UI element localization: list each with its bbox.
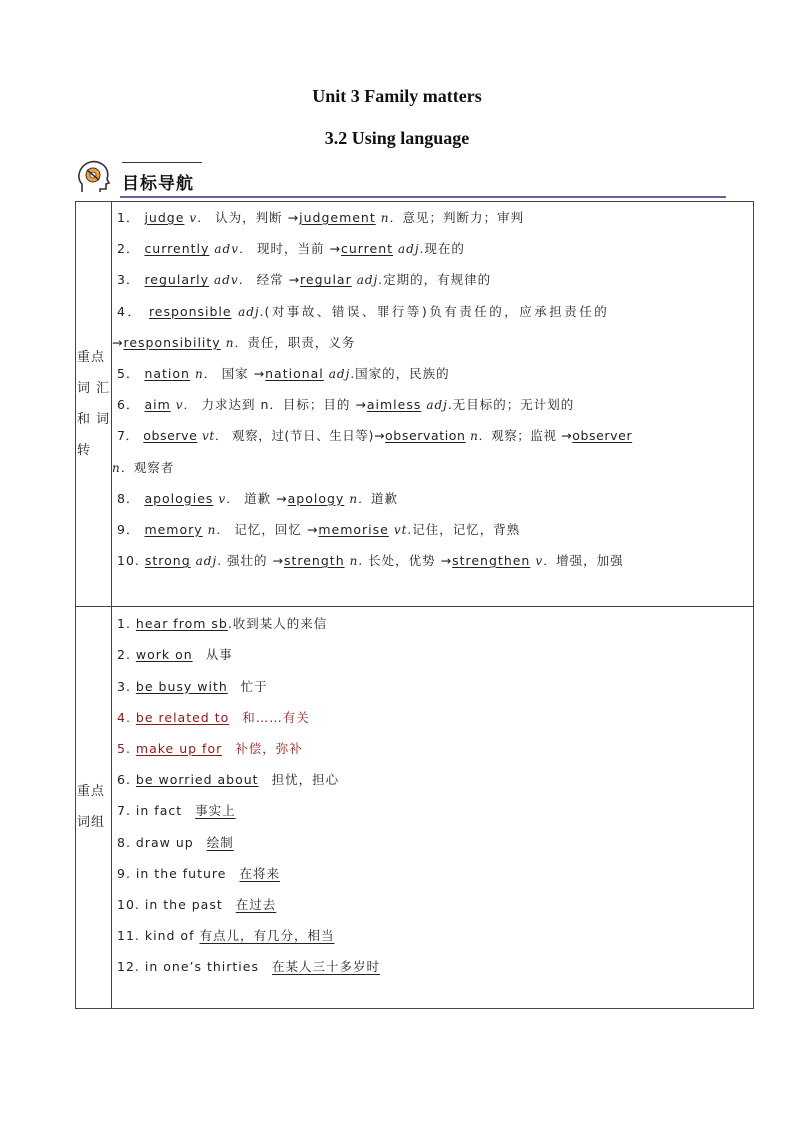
derived-word: current <box>340 241 394 257</box>
definition: 认为，判断 → <box>215 210 300 225</box>
category-cell-phrases <box>76 607 112 1008</box>
item-number: 3． <box>117 272 140 288</box>
phrase: in fact <box>135 803 183 819</box>
derived-word: national <box>265 365 324 381</box>
definition: (对事故、错误、罪行等)负有责任的，应承担责任的 <box>264 303 610 319</box>
part-of-speech: n． <box>349 491 372 506</box>
phrase: work on <box>135 647 193 663</box>
definition: 定期的，有规律的 <box>383 272 492 288</box>
part-of-speech: vt． <box>202 429 228 444</box>
part-of-speech: n． <box>194 366 217 381</box>
phrase-item <box>117 608 753 639</box>
vocab-word: strong <box>144 553 191 569</box>
phrase: be worried about <box>135 772 259 788</box>
answer: 在某人三十多岁时 <box>271 959 380 975</box>
meaning: 从事 <box>205 647 233 663</box>
meaning: 补偿，弥补 <box>235 741 303 756</box>
item-number: 6． <box>117 397 140 413</box>
item-number: 5. <box>117 741 131 756</box>
part-of-speech: n． <box>380 211 403 225</box>
part-of-speech: v． <box>535 554 557 569</box>
derived-word: responsibility <box>123 334 221 350</box>
definition: 力求达到 n．目标；目的 → <box>201 397 367 413</box>
phrase: in one’s thirties <box>144 959 259 975</box>
item-number: 2． <box>117 241 140 257</box>
meaning: 担忧，担心 <box>271 772 340 788</box>
part-of-speech: adv． <box>213 273 252 288</box>
phrase-item <box>117 671 753 702</box>
part-of-speech: adj. <box>328 366 356 381</box>
meaning: .收到某人的来信 <box>227 616 328 632</box>
definition: 道歉 <box>371 490 399 506</box>
item-number: 1. <box>117 616 131 632</box>
item-number: 1． <box>117 210 140 225</box>
part-of-speech: n． <box>225 335 248 350</box>
derived-word: regular <box>300 272 352 288</box>
item-number: 4. <box>117 709 131 725</box>
nav-banner <box>74 158 726 200</box>
item-number: 7. <box>117 803 131 819</box>
item-number: 9. <box>117 865 131 881</box>
part-of-speech: adj. <box>398 242 425 257</box>
derived-word: observer <box>572 428 633 444</box>
vocab-item-continuation <box>112 327 753 358</box>
derived-word: strength <box>283 553 345 569</box>
phrase-item <box>117 639 753 670</box>
vocab-item <box>117 389 753 420</box>
part-of-speech: n. <box>349 554 364 569</box>
category-line: 词组 <box>77 815 106 831</box>
definition: 观察，过(节日、生日等)→ <box>232 428 386 444</box>
vocab-word: nation <box>144 365 190 381</box>
phrase-list <box>112 607 754 1008</box>
arrow: → <box>112 334 124 350</box>
item-number: 4． <box>117 303 143 319</box>
category-cell-vocabulary <box>76 202 112 607</box>
phrase-item <box>117 951 753 982</box>
category-line: 重点 <box>77 350 106 366</box>
nav-label: 目标导航 <box>122 174 194 194</box>
content-table <box>75 201 754 1009</box>
definition: 国家的，民族的 <box>355 365 450 381</box>
vocab-item <box>117 483 753 514</box>
definition: 观察者 <box>133 459 175 475</box>
nav-top-rule <box>122 162 202 163</box>
item-number: 9． <box>117 521 140 537</box>
definition: 国家 → <box>221 365 266 381</box>
phrase-item <box>117 889 753 920</box>
vocab-item <box>117 358 753 389</box>
meaning: 忙于 <box>240 678 268 694</box>
item-number: 6. <box>117 772 131 788</box>
item-number: 8． <box>117 490 140 506</box>
part-of-speech: v． <box>189 211 211 225</box>
phrase-item <box>117 827 753 858</box>
item-number: 7． <box>117 428 139 444</box>
definition: 责任，职责，义务 <box>247 334 356 350</box>
item-number: 5． <box>117 365 140 381</box>
vocab-item <box>117 202 753 233</box>
page-title: Unit 3 Family matters <box>312 86 482 106</box>
definition: 增强，加强 <box>556 553 624 569</box>
part-of-speech: n． <box>207 522 230 537</box>
vocab-word: aim <box>144 397 171 413</box>
vocab-item-continuation <box>112 452 753 483</box>
page-subtitle: 3.2 Using language <box>324 128 470 148</box>
vocab-word: observe <box>143 428 198 444</box>
answer: 在将来 <box>239 865 280 881</box>
part-of-speech: adj. <box>195 554 223 569</box>
head-gear-icon <box>76 158 114 198</box>
derived-word: apology <box>287 490 345 506</box>
definition: 记忆，回忆 → <box>234 521 319 537</box>
answer: 事实上 <box>195 803 236 819</box>
definition: 观察；监视 → <box>491 428 573 444</box>
part-of-speech: adj. <box>238 304 265 319</box>
phrase: be busy with <box>135 678 228 694</box>
part-of-speech: n． <box>470 429 492 444</box>
answer: 有点儿，有几分，相当 <box>199 928 335 944</box>
derived-word: aimless <box>366 397 422 413</box>
phrase: hear from sb <box>135 616 228 632</box>
vocabulary-list <box>112 202 754 607</box>
vocab-item <box>117 233 753 264</box>
section-phrases <box>76 607 754 1008</box>
phrase-item <box>117 920 753 951</box>
part-of-speech: vt. <box>393 522 413 537</box>
definition: 经常 → <box>256 272 301 288</box>
definition: 现在的 <box>424 241 465 257</box>
definition: 记住，记忆，背熟 <box>412 521 521 537</box>
phrase-item-highlighted <box>117 733 753 764</box>
answer: 绘制 <box>206 834 234 850</box>
derived-word: judgement <box>299 210 376 225</box>
answer: 在过去 <box>235 896 277 912</box>
vocab-word: judge <box>144 210 185 225</box>
nav-bottom-rule <box>120 196 726 198</box>
phrase: in the future <box>135 865 227 881</box>
vocab-item <box>117 296 753 327</box>
definition: 无目标的；无计划的 <box>452 397 575 413</box>
meaning: 和……有关 <box>242 709 310 725</box>
vocab-word: apologies <box>144 490 214 506</box>
part-of-speech: adj. <box>426 398 453 413</box>
vocab-word: memory <box>144 521 203 537</box>
phrase-item <box>117 795 753 826</box>
item-number: 2. <box>117 647 131 663</box>
definition: 现时，当前 → <box>257 241 341 257</box>
derived-word: observation <box>385 428 466 444</box>
part-of-speech: adv． <box>214 242 253 257</box>
phrase: in the past <box>144 896 223 912</box>
phrase: make up for <box>135 741 223 756</box>
vocab-item <box>117 420 753 451</box>
item-number: 8. <box>117 834 131 850</box>
phrase: draw up <box>135 834 194 850</box>
vocab-word: currently <box>144 241 210 257</box>
category-line: 词 汇 <box>77 381 111 397</box>
item-number: 10. <box>117 896 140 912</box>
item-number: 11. <box>117 928 140 944</box>
definition: 意见；判断力；审判 <box>402 210 524 225</box>
definition: 道歉 → <box>244 490 288 506</box>
phrase-item <box>117 858 753 889</box>
vocab-item <box>117 514 753 545</box>
phrase-item-highlighted <box>117 702 753 733</box>
category-line: 重点 <box>77 784 106 800</box>
part-of-speech: v． <box>218 491 240 506</box>
item-number: 12. <box>117 959 140 975</box>
vocab-item <box>117 264 753 295</box>
vocab-word: responsible <box>148 303 232 319</box>
category-line: 转 <box>77 443 92 459</box>
section-vocabulary <box>76 202 754 607</box>
phrase: kind of <box>144 928 195 944</box>
phrase: be related to <box>135 709 230 725</box>
definition: 长处，优势 → <box>368 553 453 569</box>
item-number: 10. <box>117 553 140 569</box>
part-of-speech: adj. <box>356 273 384 288</box>
category-line: 和 词 <box>77 412 111 428</box>
vocab-item <box>117 545 753 576</box>
derived-word: strengthen <box>452 553 531 569</box>
item-number: 3. <box>117 678 131 694</box>
derived-word: memorise <box>318 521 389 537</box>
vocab-word: regularly <box>144 272 209 288</box>
phrase-item <box>117 764 753 795</box>
part-of-speech: n． <box>112 460 134 475</box>
part-of-speech: v． <box>175 398 197 413</box>
definition: 强壮的 → <box>227 553 284 569</box>
